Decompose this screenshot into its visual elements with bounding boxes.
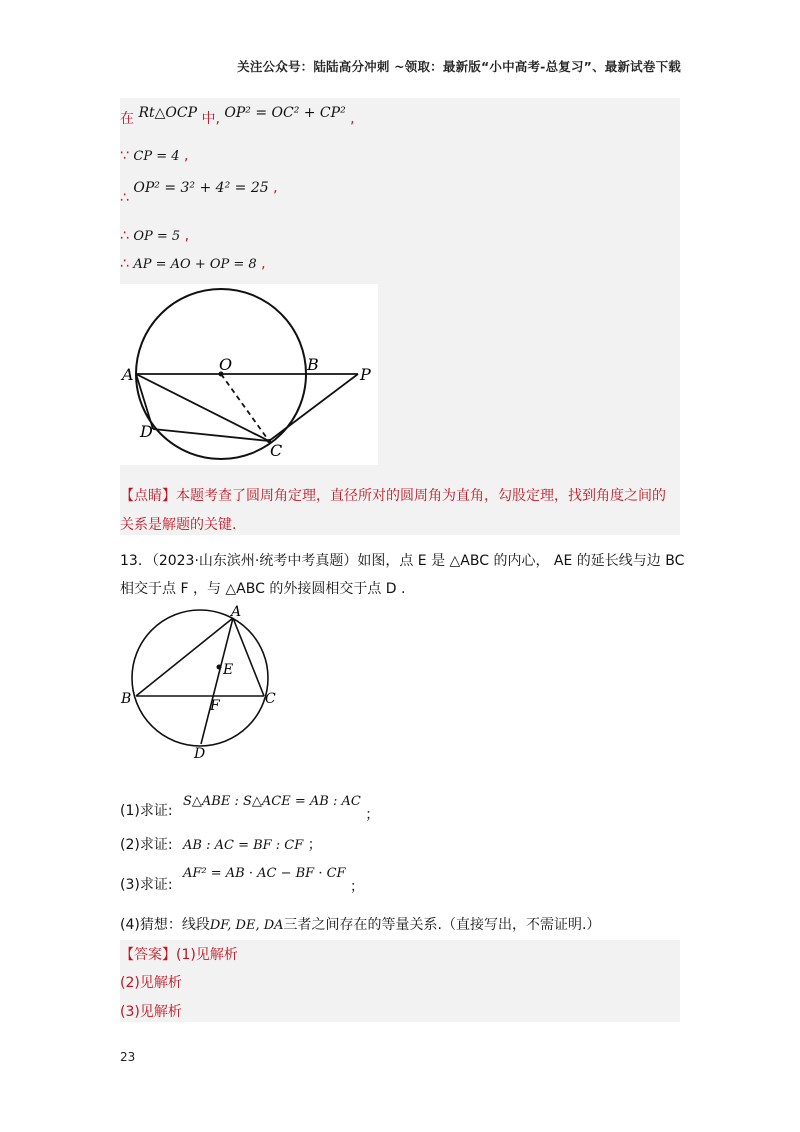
question-4-label: (4)猜想：线段 bbox=[120, 917, 210, 933]
label-e: E bbox=[223, 662, 234, 678]
line1-prefix: 在 bbox=[120, 111, 134, 127]
solution-line-1 bbox=[120, 105, 355, 128]
page-header: 关注公众号：陆陆高分冲刺 ~领取：最新版“小中高考-总复习”、最新试卷下载 bbox=[237, 59, 681, 74]
figure-circle-opc bbox=[120, 284, 378, 465]
question-3-label: (3)求证: bbox=[120, 877, 173, 893]
question-4-text: 三者之间存在的等量关系.（直接写出，不需证明.） bbox=[283, 917, 601, 933]
therefore-symbol: ∴ bbox=[120, 256, 129, 272]
answer-line-1 bbox=[120, 944, 238, 964]
label-o: O bbox=[219, 355, 233, 374]
answer-tag: 【答案】 bbox=[120, 947, 176, 963]
line4-equation: OP = 5 bbox=[133, 229, 181, 244]
line1-mid: 中, bbox=[201, 111, 220, 127]
line2-equation: CP = 4 bbox=[133, 149, 180, 164]
figure-1-svg bbox=[120, 284, 378, 465]
comment-line-1 bbox=[120, 485, 666, 505]
comment-tag: 【点睛】 bbox=[120, 488, 176, 504]
line5-equation: AP = AO + OP = 8 bbox=[133, 257, 257, 272]
therefore-symbol: ∴ bbox=[120, 228, 129, 244]
comment-line-2: 关系是解题的关键. bbox=[120, 517, 237, 533]
label-b: B bbox=[121, 691, 132, 707]
question-2 bbox=[120, 834, 322, 854]
because-symbol: ∵ bbox=[120, 148, 129, 164]
label-p: P bbox=[360, 365, 371, 384]
answer-line-2: (2)见解析 bbox=[120, 975, 182, 991]
therefore-symbol: ∴ bbox=[120, 190, 129, 206]
label-c: C bbox=[265, 691, 276, 707]
problem-13-line-2: 相交于点 F ，与 △ABC 的外接圆相交于点 D . bbox=[120, 581, 406, 597]
question-3-end: ； bbox=[350, 879, 365, 895]
question-3-expr: AF² = AB · AC − BF · CF bbox=[183, 866, 346, 881]
answer-line-3: (3)见解析 bbox=[120, 1004, 182, 1020]
question-4-expr: DF, DE, DA bbox=[209, 918, 284, 933]
question-4 bbox=[120, 914, 600, 934]
label-f: F bbox=[210, 698, 220, 714]
solution-line-3 bbox=[120, 180, 278, 206]
question-1-end: ； bbox=[365, 807, 380, 823]
label-d: D bbox=[140, 422, 153, 441]
question-2-label: (2)求证: bbox=[120, 837, 173, 853]
comment-text-1: 本题考查了圆周角定理，直径所对的圆周角为直角，勾股定理，找到角度之间的 bbox=[176, 488, 666, 504]
line5-end: , bbox=[261, 256, 266, 272]
label-b: B bbox=[307, 355, 319, 374]
question-2-expr: AB : AC = BF : CF bbox=[183, 838, 304, 853]
question-1 bbox=[120, 790, 380, 823]
line1-end: , bbox=[350, 111, 355, 127]
question-1-expr: S△ABE : S△ACE = AB : AC bbox=[183, 794, 361, 809]
label-c: C bbox=[270, 441, 283, 460]
question-1-label: (1)求证: bbox=[120, 803, 173, 819]
solution-line-2 bbox=[120, 148, 188, 164]
solution-line-5 bbox=[120, 256, 266, 272]
line3-end: , bbox=[273, 180, 278, 196]
question-3 bbox=[120, 862, 365, 895]
figure-2-svg bbox=[120, 600, 280, 762]
line1-equation: OP² = OC² + CP² bbox=[224, 105, 346, 121]
label-a: A bbox=[122, 365, 134, 384]
solution-line-4 bbox=[120, 228, 189, 244]
label-d: D bbox=[194, 746, 206, 762]
line2-end: , bbox=[183, 148, 189, 164]
label-a: A bbox=[231, 604, 242, 620]
figure-triangle-abc bbox=[120, 600, 280, 762]
line3-equation: OP² = 3² + 4² = 25 bbox=[133, 180, 269, 196]
question-2-end: ； bbox=[307, 837, 322, 853]
page-number: 23 bbox=[120, 1050, 136, 1064]
line1-triangle: Rt△OCP bbox=[138, 105, 197, 121]
answer-1: (1)见解析 bbox=[176, 947, 238, 963]
problem-13-line-1: 13．（2023·山东滨州·统考中考真题）如图，点 E 是 △ABC 的内心， AE 的延长线与边 BC bbox=[120, 553, 685, 569]
line4-end: , bbox=[184, 228, 190, 244]
